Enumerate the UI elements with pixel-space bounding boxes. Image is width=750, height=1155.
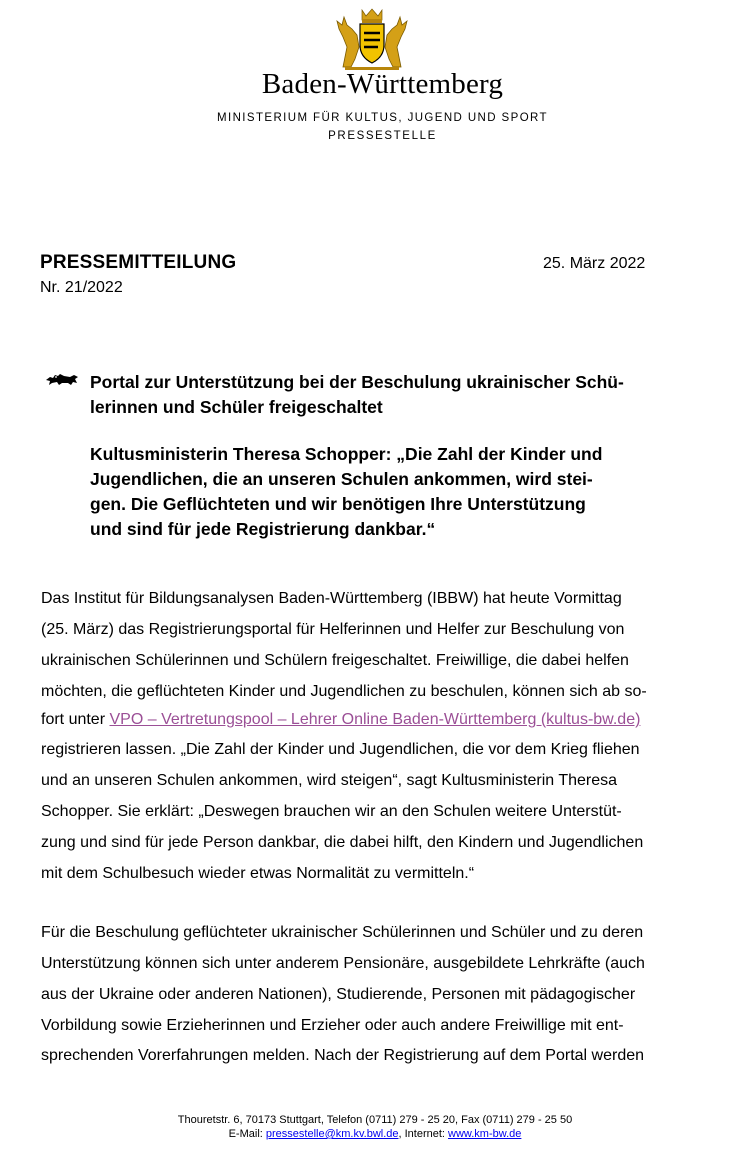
headline-title [90,370,730,420]
email-label: E-Mail: [228,1128,266,1140]
body-line: registrieren lassen. „Die Zahl der Kinder und Jugendlichen, die vor dem Krieg fliehen [41,741,640,758]
email-link[interactable]: pressestelle@km.kv.bwl.de [265,1128,399,1140]
body-line: mit dem Schulbesuch wieder etwas Normalität zu vermitteln.“ [41,865,475,882]
footer-address: Thouretstr. 6, 70173 Stuttgart, Telefon (0711) 279 - 25 20, Fax (0711) 279 - 25 50 [177,1114,573,1126]
press-office: PRESSESTELLE [328,130,437,142]
body-line: ukrainischen Schülerinnen und Schülern freigeschaltet. Freiwillige, die dabei helfen [41,652,629,669]
headline-line: Jugendlichen, die an unseren Schulen ankommen, wird stei- [90,469,593,489]
headline-line: gen. Die Geflüchteten und wir benötigen Ihre Unterstützung [90,494,586,514]
footer-contact [0,1128,750,1140]
headline-quote [90,442,730,542]
body-line: Für die Beschulung geflüchteter ukrainischer Schülerinnen und Schüler und zu deren [41,924,644,941]
body-line: möchten, die geflüchteten Kinder und Jugendlichen zu beschulen, können sich ab so- [41,683,647,700]
headline-line: lerinnen und Schüler freigeschaltet [90,397,383,417]
state-name: Baden-Württemberg [261,68,504,100]
body-line: Unterstützung können sich unter anderem Pensionäre, ausgebildete Lehrkräfte (auch [41,955,645,972]
lion-icon [44,371,80,387]
internet-label: , Internet: [398,1128,449,1140]
body-line: sprechenden Vorerfahrungen melden. Nach der Registrierung auf dem Portal werden [41,1047,645,1064]
document-date: 25. März 2022 [543,255,646,272]
body-line: Vorbildung sowie Erzieherinnen und Erzieher oder auch andere Freiwillige mit ent- [41,1017,624,1034]
document-type: PRESSEMITTEILUNG [40,252,237,273]
body-line: Schopper. Sie erklärt: „Deswegen brauchen wir an den Schulen weitere Unterstüt- [41,803,622,820]
body-line: zung und sind für jede Person dankbar, die dabei hilft, den Kindern und Jugendlichen [41,834,644,851]
portal-link[interactable]: VPO – Vertretungspool – Lehrer Online Baden-Württemberg (kultus-bw.de) [109,711,641,728]
body-text: fort unter [41,711,110,728]
headline-line: Kultusministerin Theresa Schopper: „Die Zahl der Kinder und [90,444,603,464]
headline-line: Portal zur Unterstützung bei der Beschulung ukrainischer Schü- [90,372,624,392]
coat-of-arms-icon [333,7,411,71]
body-line: und an unseren Schulen ankommen, wird steigen“, sagt Kultusministerin Theresa [41,772,618,789]
ministry-name: MINISTERIUM FÜR KULTUS, JUGEND UND SPORT [217,112,548,124]
body-line: (25. März) das Registrierungsportal für Helferinnen und Helfer zur Beschulung von [41,621,625,638]
body-line: Das Institut für Bildungsanalysen Baden-Württemberg (IBBW) hat heute Vormittag [41,590,622,607]
document-number: Nr. 21/2022 [40,279,123,296]
headline-line: und sind für jede Registrierung dankbar.“ [90,519,436,539]
body-line-with-link [41,710,640,730]
website-link[interactable]: www.km-bw.de [448,1128,522,1140]
body-line: aus der Ukraine oder anderen Nationen), Studierende, Personen mit pädagogischer [41,986,636,1003]
